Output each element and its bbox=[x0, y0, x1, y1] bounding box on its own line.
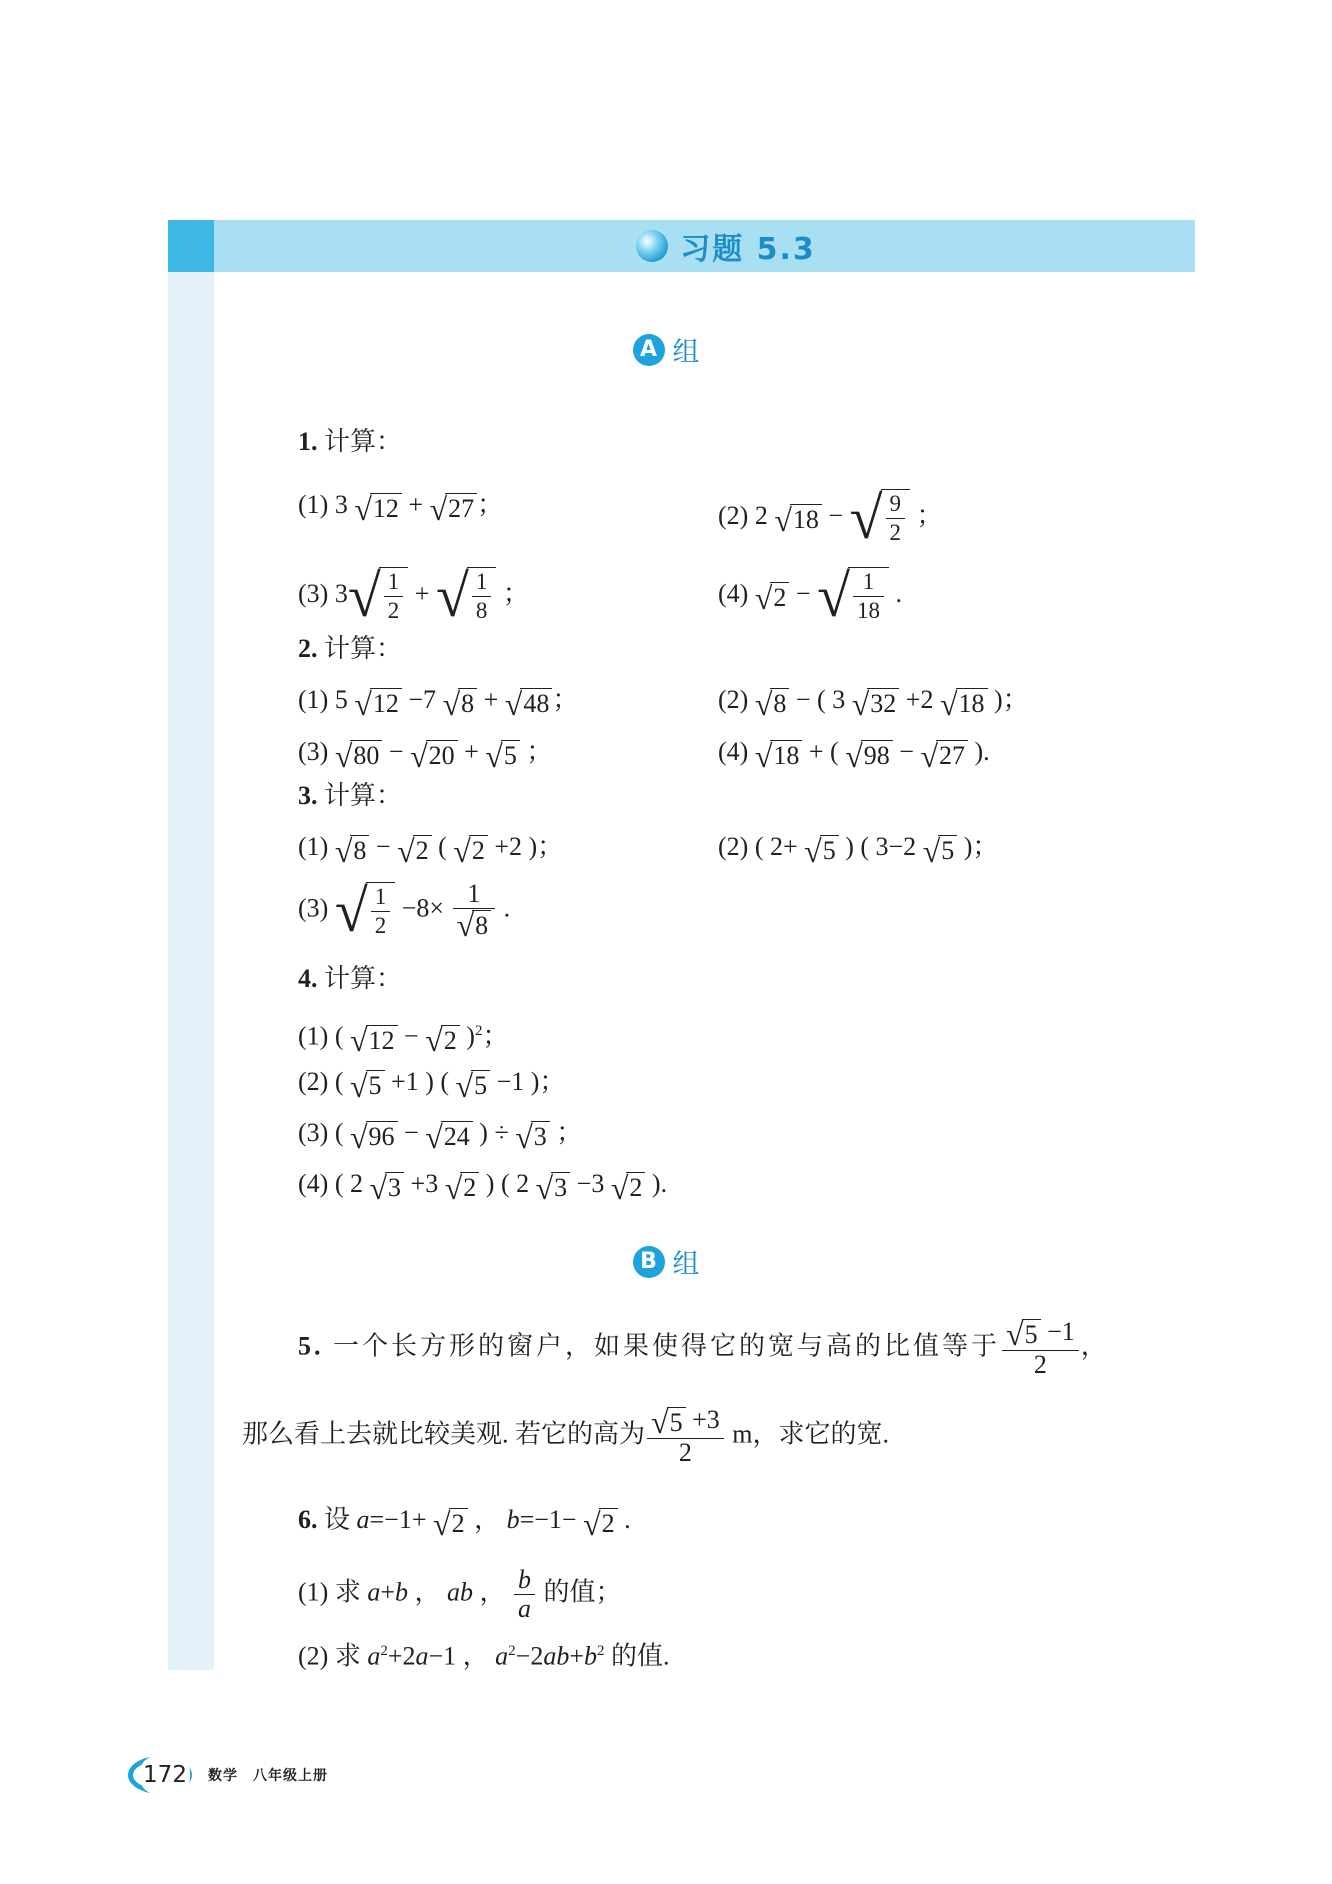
problem-6-intro: 设 bbox=[324, 1505, 351, 1534]
problem-6-2-tail: 的值. bbox=[611, 1641, 670, 1671]
problem-4-1: (1) ( √12 − √2 )$^2$； bbox=[298, 1021, 509, 1059]
problem-1-4: (4) √2 − √ $\frac{1}{18}$ . bbox=[718, 563, 902, 629]
problem-3-2: (2) ( 2+ √5 ) ( 3−2 √5 )； bbox=[718, 832, 999, 869]
group-a-label: 组 bbox=[672, 337, 700, 368]
problem-4-3: (3) ( √96 − √24 ) ÷ √3 ； bbox=[298, 1118, 583, 1155]
problem-6-1-tail: 的值； bbox=[543, 1577, 622, 1607]
group-b-heading bbox=[0, 1242, 1332, 1281]
problem-5-text-3: m，求它的宽. bbox=[732, 1419, 889, 1449]
problem-2-4: (4) √18 + ( √98 − √27 ). bbox=[718, 737, 990, 774]
problem-3-label: 计算： bbox=[324, 781, 403, 810]
problem-6-1: (1) 求 a+b ， ab ， $\frac{b}{a}$ 的值； bbox=[298, 1565, 622, 1623]
group-b-badge: B bbox=[633, 1246, 665, 1278]
problem-4-label: 计算： bbox=[324, 964, 403, 993]
problem-1-3: (3) 3√ $\frac{1}{2}$ + √ $\frac{1}{8}$ ； bbox=[298, 563, 529, 629]
problem-5-text-1: 一个长方形的窗户，如果使得它的宽与高的比值等于 bbox=[333, 1331, 1001, 1361]
section-title-text: 习题 5.3 bbox=[680, 232, 816, 267]
problem-1-2: (2) 2 √18 − √ $\frac{9}{2}$ ； bbox=[718, 485, 943, 551]
problem-5-line-1: 5. 一个长方形的窗户，如果使得它的宽与高的比值等于 $\frac{√5 -1}{2}$ ， bbox=[298, 1316, 1110, 1380]
problem-4-2: (2) ( √5 +1 ) ( √5 −1 )； bbox=[298, 1067, 566, 1104]
problem-1-heading: 1. 计算： bbox=[298, 427, 403, 456]
problem-4-4: (4) ( 2 √3 +3 √2 ) ( 2 √3 −3 √2 ). bbox=[298, 1169, 668, 1206]
globe-icon bbox=[636, 230, 668, 262]
problem-5-line-2: 那么看上去就比较美观. 若它的高为 $\frac{√5 +3}{2}$ m，求它的宽. bbox=[242, 1404, 889, 1468]
problem-3-1: (1) √8 − √2 ( √2 +2 )； bbox=[298, 832, 564, 869]
problem-6-2: (2) 求 $a^2+2a-1$ ， $a^2-2ab+b^2$ 的值. bbox=[298, 1641, 670, 1671]
problem-1-label: 计算： bbox=[324, 427, 403, 456]
problem-2-label: 计算： bbox=[324, 634, 403, 663]
problem-1-1: (1) 3 √12 + √27 ； bbox=[298, 490, 504, 527]
page-number: 172 bbox=[140, 1756, 190, 1794]
side-strip bbox=[168, 272, 214, 1670]
problem-3-3: (3) √ $\frac{1}{2}$ −8× $\frac{1}{√8}$ . bbox=[298, 877, 511, 944]
problem-3-heading: 3. 计算： bbox=[298, 781, 403, 810]
problem-4-heading: 4. 计算： bbox=[298, 964, 403, 993]
problem-2-2: (2) √8 − ( 3 √32 +2 √18 )； bbox=[718, 685, 1029, 722]
book-title: 数学 八年级上册 bbox=[208, 1769, 328, 1784]
problem-2-1: (1) 5 √12 −7 √8 + √48 ； bbox=[298, 685, 579, 722]
problem-5-text-2: 那么看上去就比较美观. 若它的高为 bbox=[242, 1419, 646, 1449]
problem-2-3: (3) √80 − √20 + √5 ； bbox=[298, 737, 553, 774]
problem-2-heading: 2. 计算： bbox=[298, 634, 403, 663]
group-b-label: 组 bbox=[672, 1249, 700, 1280]
section-title bbox=[0, 220, 1332, 272]
group-a-heading bbox=[0, 330, 1332, 369]
group-a-badge: A bbox=[633, 334, 665, 366]
problem-6-line: 6. 设 a=−1+ √2 ， b=−1− √2 . bbox=[298, 1505, 631, 1542]
